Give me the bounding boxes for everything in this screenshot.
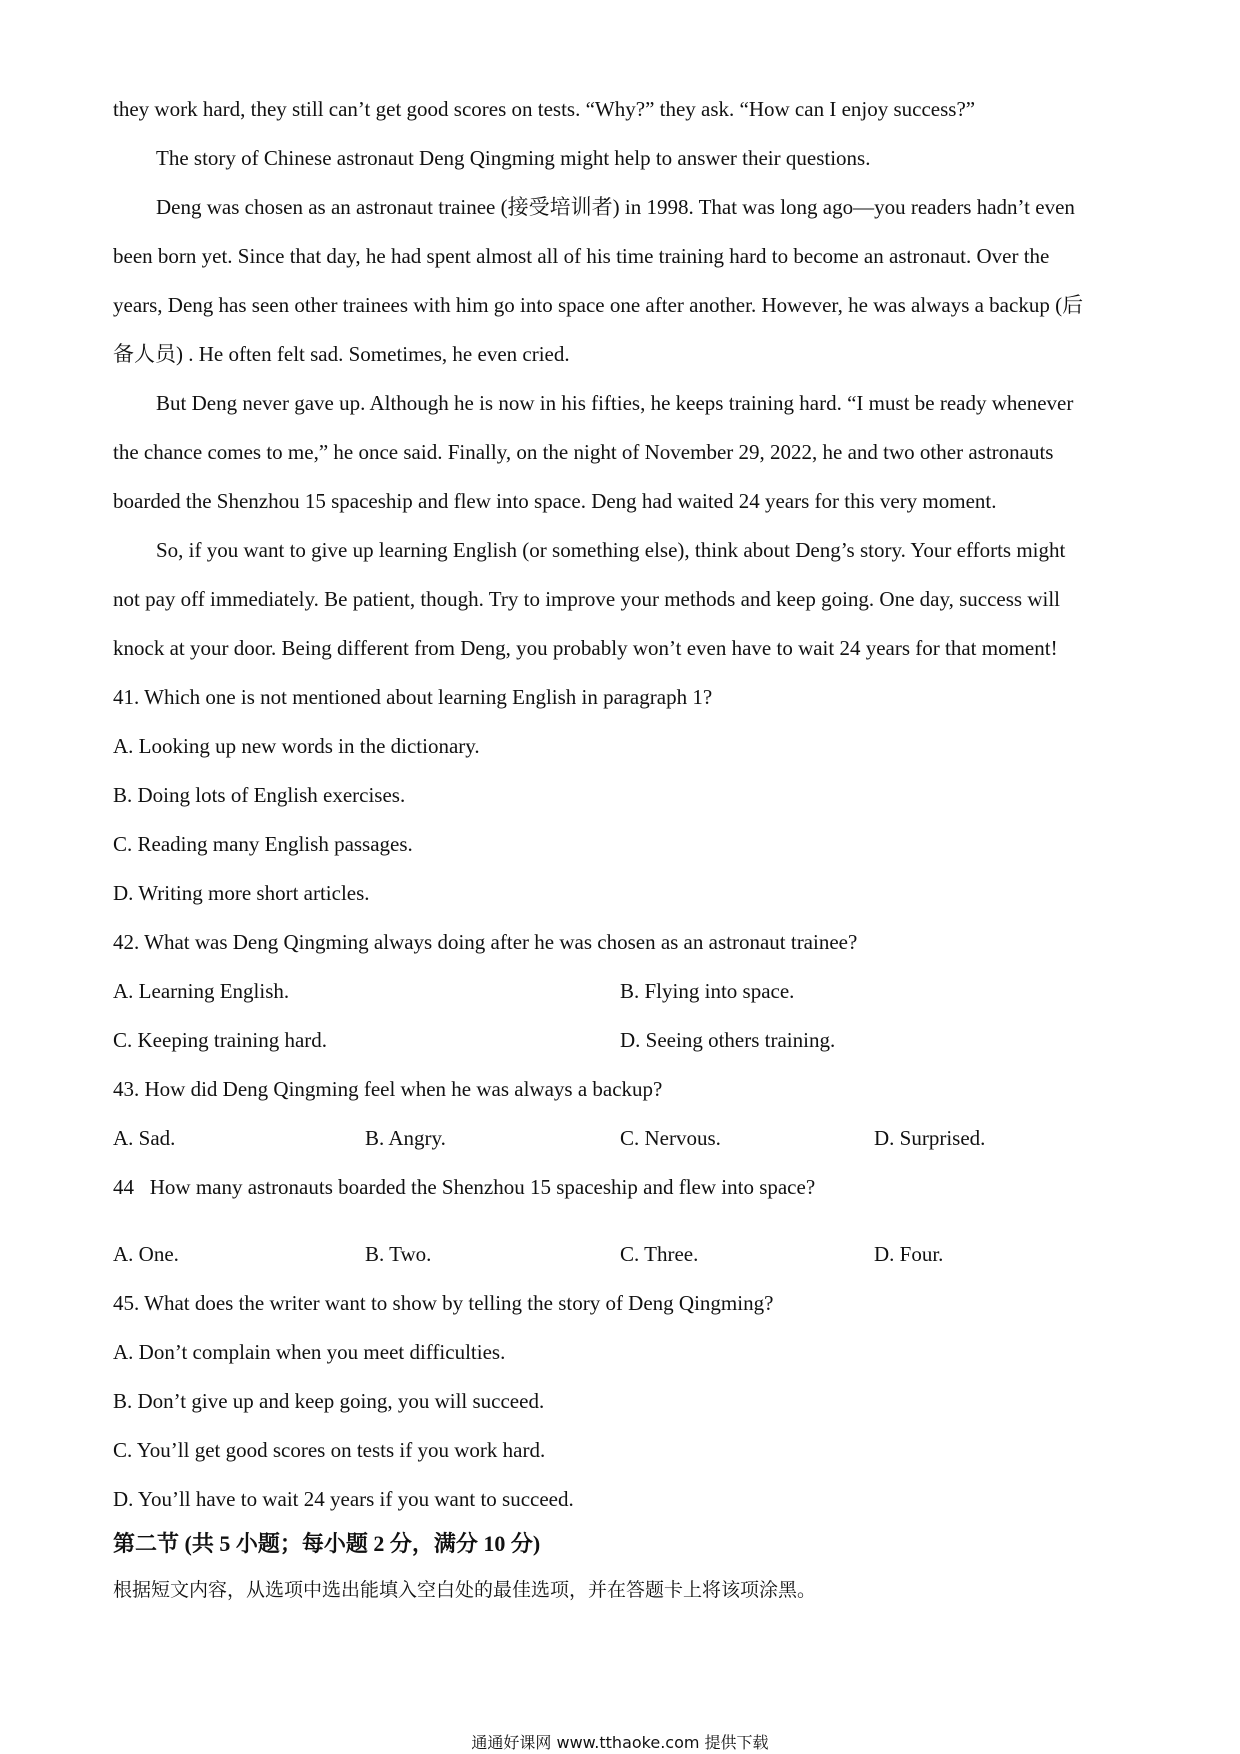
question-44-stem: 44 How many astronauts boarded the Shenzhou 15 spaceship and flew into space? — [113, 1175, 816, 1199]
passage-line: they work hard, they still can’t get good scores on tests. “Why?” they ask. “How can I enjoy success?” — [113, 97, 976, 121]
question-42-stem: 42. What was Deng Qingming always doing after he was chosen as an astronaut trainee? — [113, 930, 858, 954]
passage-paragraph: The story of Chinese astronaut Deng Qingming might help to answer their questions. — [156, 146, 871, 170]
question-42-option-c: C. Keeping training hard. — [113, 1028, 328, 1052]
section-heading: 第二节 (共 5 小题；每小题 2 分，满分 10 分) — [113, 1531, 541, 1556]
question-43-option-b: B. Angry. — [365, 1126, 446, 1150]
question-42-option-a: A. Learning English. — [113, 979, 290, 1003]
question-45-option-b: B. Don’t give up and keep going, you will succeed. — [113, 1389, 545, 1413]
passage-line: 备人员) . He often felt sad. Sometimes, he even cried. — [113, 342, 570, 366]
question-41-option-b: B. Doing lots of English exercises. — [113, 783, 406, 807]
section-instruction: 根据短文内容，从选项中选出能填入空白处的最佳选项，并在答题卡上将该项涂黑。 — [113, 1579, 817, 1601]
question-42-option-b: B. Flying into space. — [620, 979, 795, 1003]
question-44-option-c: C. Three. — [620, 1242, 699, 1266]
question-45-option-c: C. You’ll get good scores on tests if you work hard. — [113, 1438, 546, 1462]
passage-line: boarded the Shenzhou 15 spaceship and flew into space. Deng had waited 24 years for this very moment. — [113, 489, 997, 513]
question-43-option-a: A. Sad. — [113, 1126, 176, 1150]
question-44-option-b: B. Two. — [365, 1242, 432, 1266]
passage-line: knock at your door. Being different from Deng, you probably won’t even have to wait 24 years for that moment! — [113, 636, 1058, 660]
question-41-stem: 41. Which one is not mentioned about learning English in paragraph 1? — [113, 685, 713, 709]
passage-line: But Deng never gave up. Although he is now in his fifties, he keeps training hard. “I must be ready whenever — [156, 391, 1074, 415]
question-45-option-a: A. Don’t complain when you meet difficulties. — [113, 1340, 506, 1364]
passage-line: been born yet. Since that day, he had spent almost all of his time training hard to become an astronaut. Over the — [113, 244, 1050, 268]
question-42-option-d: D. Seeing others training. — [620, 1028, 836, 1052]
passage-line: So, if you want to give up learning English (or something else), think about Deng’s story. Your efforts might — [156, 538, 1066, 562]
question-43-option-d: D. Surprised. — [874, 1126, 986, 1150]
page-footer: 通通好课网 www.tthaoke.com 提供下载 — [471, 1733, 769, 1752]
question-43-option-c: C. Nervous. — [620, 1126, 721, 1150]
question-45-option-d: D. You’ll have to wait 24 years if you want to succeed. — [113, 1487, 574, 1511]
passage-line: the chance comes to me,” he once said. Finally, on the night of November 29, 2022, he and two other astronauts — [113, 440, 1054, 464]
question-44-option-d: D. Four. — [874, 1242, 944, 1266]
question-41-option-d: D. Writing more short articles. — [113, 881, 370, 905]
question-44-option-a: A. One. — [113, 1242, 179, 1266]
question-45-stem: 45. What does the writer want to show by telling the story of Deng Qingming? — [113, 1291, 774, 1315]
question-41-option-c: C. Reading many English passages. — [113, 832, 413, 856]
question-41-option-a: A. Looking up new words in the dictionary. — [113, 734, 480, 758]
passage-line: not pay off immediately. Be patient, though. Try to improve your methods and keep going. One day, success will — [113, 587, 1060, 611]
passage-line: years, Deng has seen other trainees with him go into space one after another. However, he was always a backup (后 — [113, 293, 1084, 317]
passage-line: Deng was chosen as an astronaut trainee (接受培训者) in 1998. That was long ago—you readers hadn’t even — [156, 195, 1075, 219]
question-43-stem: 43. How did Deng Qingming feel when he was always a backup? — [113, 1077, 663, 1101]
